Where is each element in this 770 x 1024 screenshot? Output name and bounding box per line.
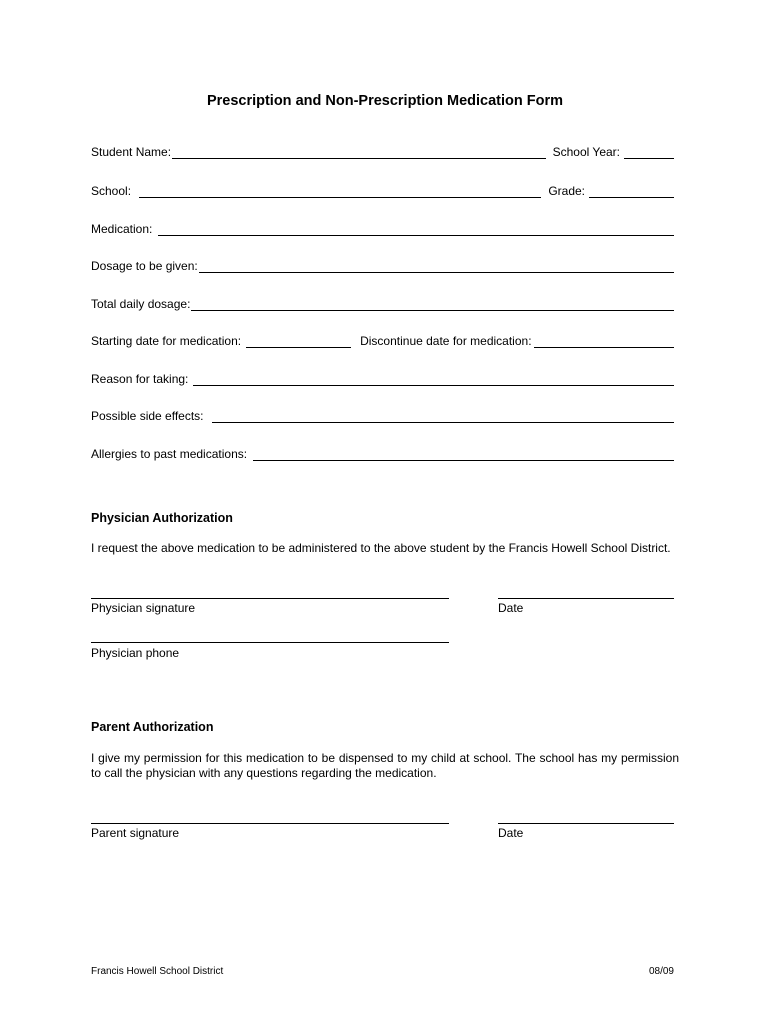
physician-statement: I request the above medication to be administered to the above student by the Francis Howell School District. [91,541,671,555]
footer-district: Francis Howell School District [91,966,224,977]
school-year-label: School Year: [552,145,620,159]
medication-row [91,222,674,236]
physician-signature-line[interactable] [91,598,449,599]
form-title: Prescription and Non-Prescription Medication Form [206,93,564,109]
starting-date-field[interactable] [246,337,351,348]
parent-heading: Parent Authorization [91,720,214,734]
dosage-field[interactable] [199,262,674,273]
dosage-row [91,259,674,273]
physician-heading: Physician Authorization [91,511,233,525]
school-row [91,184,674,198]
side-effects-row [91,409,674,423]
side-effects-label: Possible side effects: [91,409,204,423]
total-daily-field[interactable] [191,300,674,311]
physician-date-label: Date [498,601,524,615]
side-effects-field[interactable] [212,412,674,423]
physician-phone-line[interactable] [91,642,449,643]
parent-statement: I give my permission for this medication to be dispensed to my child at school. The school has my permission to call the physician with any questions regarding the medication. [91,751,679,780]
total-daily-row [91,297,674,311]
reason-label: Reason for taking: [91,372,189,386]
school-field[interactable] [139,187,541,198]
physician-signature-label: Physician signature [91,601,196,615]
grade-label: Grade: [548,184,585,198]
total-daily-label: Total daily dosage: [91,297,191,311]
student-name-row [91,145,674,159]
reason-row [91,372,674,386]
grade-field[interactable] [589,187,674,198]
school-year-field[interactable] [624,148,674,159]
allergies-label: Allergies to past medications: [91,447,248,461]
footer-revision-date: 08/09 [648,966,674,977]
student-name-field[interactable] [172,148,546,159]
dosage-label: Dosage to be given: [91,259,198,273]
medication-label: Medication: [91,222,153,236]
parent-date-label: Date [498,826,524,840]
parent-signature-line[interactable] [91,823,449,824]
physician-phone-label: Physician phone [91,646,180,660]
reason-field[interactable] [193,375,674,386]
dates-row [91,334,674,348]
discontinue-date-field[interactable] [534,337,674,348]
allergies-row [91,447,674,461]
parent-signature-label: Parent signature [91,826,180,840]
parent-date-line[interactable] [498,823,674,824]
discontinue-date-label: Discontinue date for medication: [360,334,532,348]
starting-date-label: Starting date for medication: [91,334,242,348]
allergies-field[interactable] [253,450,674,461]
physician-date-line[interactable] [498,598,674,599]
student-name-label: Student Name: [91,145,172,159]
medication-field[interactable] [158,225,674,236]
school-label: School: [91,184,132,198]
